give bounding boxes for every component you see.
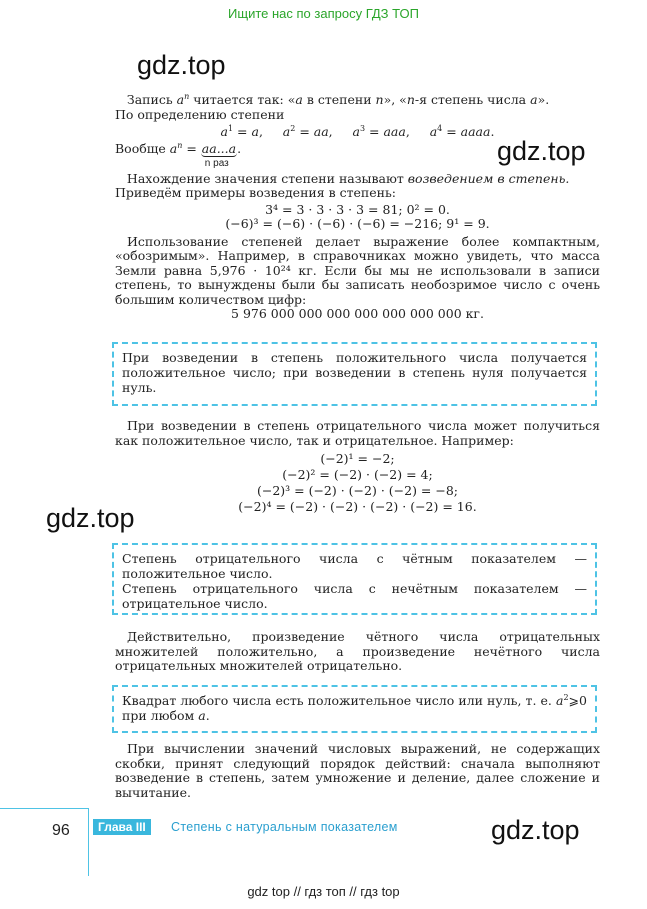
textbook-content-2 xyxy=(115,419,600,515)
paragraph-exponentiation: Нахождение значения степени называют возведением в степень. xyxy=(126,170,570,186)
rule-box-square: Квадрат любого числа есть положительное число или нуль, т. е. $a^2⩾0$ при любом a. xyxy=(112,685,597,733)
bottom-banner[interactable]: gdz top // гдз топ // гдз top xyxy=(247,884,400,899)
footer-divider-vertical xyxy=(88,808,89,876)
neg-example-1: (−2)¹ = −2; xyxy=(320,451,395,466)
rule-box-negative: Степень отрицательного числа с чётным показателем — положительное число. Степень отрицательного числа с нечётным показателем — отрицательное число. xyxy=(112,543,597,615)
textbook-content-3 xyxy=(115,630,600,674)
paragraph-order: При вычислении значений числовых выражений, не содержащих скобки, принят следующий порядок действий: сначала выполняют возведение в степень, затем умножение и деление, далее сложение и вычитание. xyxy=(115,741,600,800)
example-2: (−6)³ = (−6) · (−6) · (−6) = −216; 9¹ = 9. xyxy=(225,216,490,231)
example-1: 3⁴ = 3 · 3 · 3 · 3 = 81; 0² = 0. xyxy=(265,201,450,217)
chapter-title: Степень с натуральным показателем xyxy=(171,820,398,834)
chapter-badge: Глава III xyxy=(93,819,151,835)
watermark-logo: gdz.top xyxy=(46,503,135,533)
watermark-logo: gdz.top xyxy=(497,136,586,166)
paragraph-negative: При возведении в степень отрицательного числа может получиться как положительное число, так и отрицательное. Например: xyxy=(115,418,600,448)
formula-definitions: $a^1 = a$, $a^2$ = aa, $a^3$ = aaa, $a^4$ = aaaa. xyxy=(220,123,495,139)
big-number: 5 976 000 000 000 000 000 000 000 кг. xyxy=(231,306,484,321)
paragraph-exponentiation-line2: Приведём примеры возведения в степень: xyxy=(115,185,396,200)
paragraph-definition-line2: По определению степени xyxy=(115,106,285,122)
underbrace: aa...a n раз xyxy=(201,140,237,169)
watermark-logo: gdz.top xyxy=(137,50,226,80)
formula-general: Вообще $a^n = aa...a$ n раз . xyxy=(115,140,242,169)
footer-divider xyxy=(0,808,88,809)
neg-example-3: (−2)³ = (−2) · (−2) · (−2) = −8; xyxy=(256,483,459,498)
rule-box-positive: При возведении в степень положительного числа получается положительное число; при возведении в степень нуля получается нуль. xyxy=(112,342,597,406)
page-number: 96 xyxy=(52,822,70,839)
paragraph-compact: Использование степеней делает выражение более компактным, «обозримым». Например, в справочниках можно увидеть, что масса Земли равна 5,976 · 10²⁴ кг. Если бы мы не использовали в записи степень, то вынуждены были бы записать необозримое число с очень большим количеством цифр: xyxy=(115,233,600,307)
neg-example-2: (−2)² = (−2) · (−2) = 4; xyxy=(282,467,433,482)
paragraph-definition: Запись $a^n$ читается так: «a в степени n», «n-я степень числа a». xyxy=(126,91,550,107)
neg-example-4: (−2)⁴ = (−2) · (−2) · (−2) · (−2) = 16. xyxy=(238,499,477,514)
watermark-logo: gdz.top xyxy=(491,815,580,845)
textbook-content xyxy=(115,93,600,322)
paragraph-product: Действительно, произведение чётного числа отрицательных множителей положительно, а произведение нечётного числа отрицательных множителей отрицательно. xyxy=(115,629,600,673)
textbook-content-4 xyxy=(115,742,600,800)
top-banner[interactable]: Ищите нас по запросу ГДЗ ТОП xyxy=(228,6,419,21)
